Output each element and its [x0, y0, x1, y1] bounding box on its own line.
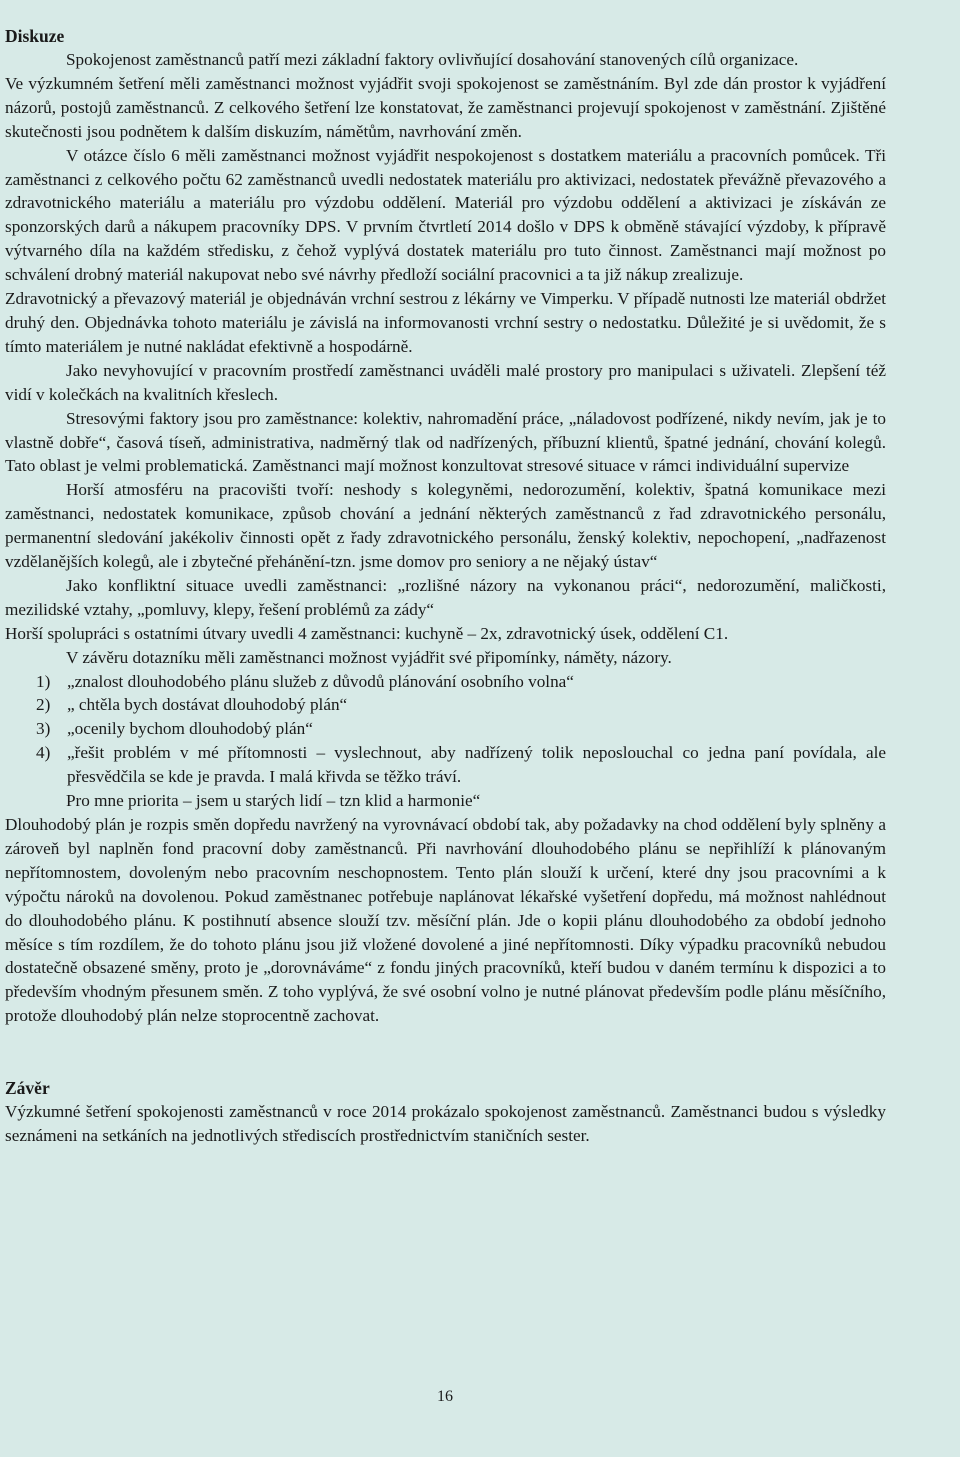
- discussion-paragraph-7: Horší atmosféru na pracovišti tvoří: neshody s kolegyněmi, nedorozumění, kolektiv, špatná komunikace mezi zaměstnanci, nedostatek komunikace, způsob chování a jednání některých zaměstnanců z řad zdravotnického personálu, permanentní sledování jakékoliv činnosti opět z řady zdravotnického personálu, ženský kolektiv, nepochopení, „nadřazenost vzdělanějších kolegů, ale i zbytečné přehánění-tzn. jsme domov pro seniory a ne nějaký ústav“: [5, 480, 886, 572]
- list-item-text: „ocenily bychom dlouhodobý plán“: [67, 719, 313, 739]
- section-spacer: [5, 1028, 886, 1076]
- after-list-text: Pro mne priorita – jsem u starých lidí – tzn klid a harmonie“: [66, 791, 481, 811]
- discussion-paragraph-9: Horší spolupráci s ostatními útvary uvedli 4 zaměstnanci: kuchyně – 2x, zdravotnický úsek, oddělení C1.: [5, 623, 729, 643]
- list-item-text: „řešit problém v mé přítomnosti – vyslechnout, aby nadřízený tolik neposlouchal co jedna paní povídala, ale přesvědčila se kde je pravda. I malá křivda se těžko tráví.: [67, 743, 886, 787]
- list-item-number: 2): [36, 695, 51, 715]
- conclusion-paragraph: Výzkumné šetření spokojenosti zaměstnanců v roce 2014 prokázalo spokojenost zaměstnanců. Zaměstnanci budou s výsledky seznámeni na setkáních na jednotlivých střediscích prostřednictvím staničních sester.: [5, 1102, 886, 1146]
- list-item-text: „ chtěla bych dostávat dlouhodobý plán“: [67, 695, 348, 715]
- list-item-number: 4): [36, 743, 51, 763]
- discussion-paragraph-4: Zdravotnický a převazový materiál je objednáván vrchní sestrou z lékárny ve Vimperku. V případě nutnosti lze materiál obdržet druhý den. Objednávka tohoto materiálu je závislá na informovanosti vrchní sestry o nedostatku. Důležité je si uvědomit, že s tímto materiálem je nutné nakládat efektivně a hospodárně.: [5, 289, 886, 356]
- list-item: [36, 693, 886, 717]
- page-number: 16: [437, 1388, 453, 1405]
- comments-list: [5, 670, 886, 790]
- document-page: [5, 24, 886, 1148]
- discussion-paragraph-8: Jako konfliktní situace uvedli zaměstnanci: „rozlišné názory na vykonanou práci“, nedorozumění, maličkosti, mezilidské vztahy, „pomluvy, klepy, řešení problémů za zády“: [5, 575, 886, 619]
- discussion-paragraph-1: Spokojenost zaměstnanců patří mezi základní faktory ovlivňující dosahování stanovených cílů organizace.: [66, 50, 799, 69]
- list-item: [36, 670, 886, 694]
- discussion-heading: Diskuze: [5, 26, 65, 46]
- conclusion-heading: Závěr: [5, 1078, 50, 1099]
- list-item-number: 1): [36, 671, 51, 691]
- discussion-paragraph-10: V závěru dotazníku měli zaměstnanci možnost vyjádřit své připomínky, náměty, názory.: [66, 647, 672, 667]
- discussion-paragraph-2: Ve výzkumném šetření měli zaměstnanci možnost vyjádřit svoji spokojenost se zaměstnáním. Byl zde dán prostor k vyjádření názorů, postojů zaměstnanců. Z celkového šetření lze konstatovat, že zaměstnanci projevují spokojenost v zaměstnání. Zjištěné skutečnosti jsou podnětem k dalším diskuzím, námětům, navrhování změn.: [5, 73, 886, 141]
- list-item: [36, 741, 886, 789]
- discussion-paragraph-5: Jako nevyhovující v pracovním prostředí zaměstnanci uváděli malé prostory pro manipulaci s uživateli. Zlepšení též vidí v kolečkách na kvalitních křeslech.: [5, 360, 886, 404]
- discussion-paragraph-6: Stresovými faktory jsou pro zaměstnance: kolektiv, nahromadění práce, „náladovost podřízené, nikdy nevím, jak je to vlastně dobře“, časová tíseň, administrativa, nadměrný tlak od nadřízených, příbuzní klientů, špatné jednání, chování kolegů. Tato oblast je velmi problematická. Zaměstnanci mají možnost konzultovat stresové situace v rámci individuální supervize: [5, 408, 886, 476]
- discussion-paragraph-3: V otázce číslo 6 měli zaměstnanci možnost vyjádřit nespokojenost s dostatkem materiálu a pracovních pomůcek. Tři zaměstnanci z celkového počtu 62 zaměstnanců uvedli nedostatek materiálu pro aktivizaci, nedostatek převážně převazového a zdravotnického materiálu a materiálu pro výzdobu oddělení. Materiál pro výzdobu oddělení a aktivizaci je získáván ze sponzorských darů a nákupem pracovníky DPS. V prvním čtvrtletí 2014 došlo v DPS k obměně stávající výzdoby, k přípravě výtvarného díla na každém středisku, z čehož vyplývá dostatek materiálu pro tuto činnost. Zaměstnanci mají možnost po schválení drobný materiál nakupovat nebo své návrhy předloží sociální pracovnici a ta již nákup zrealizuje.: [5, 145, 886, 285]
- list-item: [36, 717, 886, 741]
- list-item-number: 3): [36, 719, 51, 739]
- list-item-text: „znalost dlouhodobého plánu služeb z důvodů plánování osobního volna“: [67, 671, 574, 691]
- closing-paragraph: Dlouhodobý plán je rozpis směn dopředu navržený na vyrovnávací období tak, aby požadavky na chod oddělení byly splněny a zároveň byl naplněn fond pracovní doby zaměstnanců. Při navrhování dlouhodobého plánu se nepřihlíží k plánovaným nepřítomnostem, dovoleným nebo pracovním neschopnostem. Tento plán slouží k určení, které dny jsou pracovními a k výpočtu nároků na dovolenou. Pokud zaměstnanec potřebuje naplánovat lékařské vyšetření dopředu, má možnost nahlédnout do dlouhodobého plánu. K postihnutí absence slouží tzv. měsíční plán. Jde o kopii plánu dlouhodobého za období jednoho měsíce s tím rozdílem, že do tohoto plánu jsou již vložené dovolené a jiné nepřítomnosti. Díky výpadku pracovníků nebudou dostatečně obsazené směny, proto je „dorovnáváme“ z fondu jiných pracovníků, kteří budou v daném termínu k dispozici a to především vhodným přesunem směn. Z toho vyplývá, že své osobní volno je nutné plánovat především podle plánu měsíčního, protože dlouhodobý plán nelze stoprocentně zachovat.: [5, 815, 886, 1026]
